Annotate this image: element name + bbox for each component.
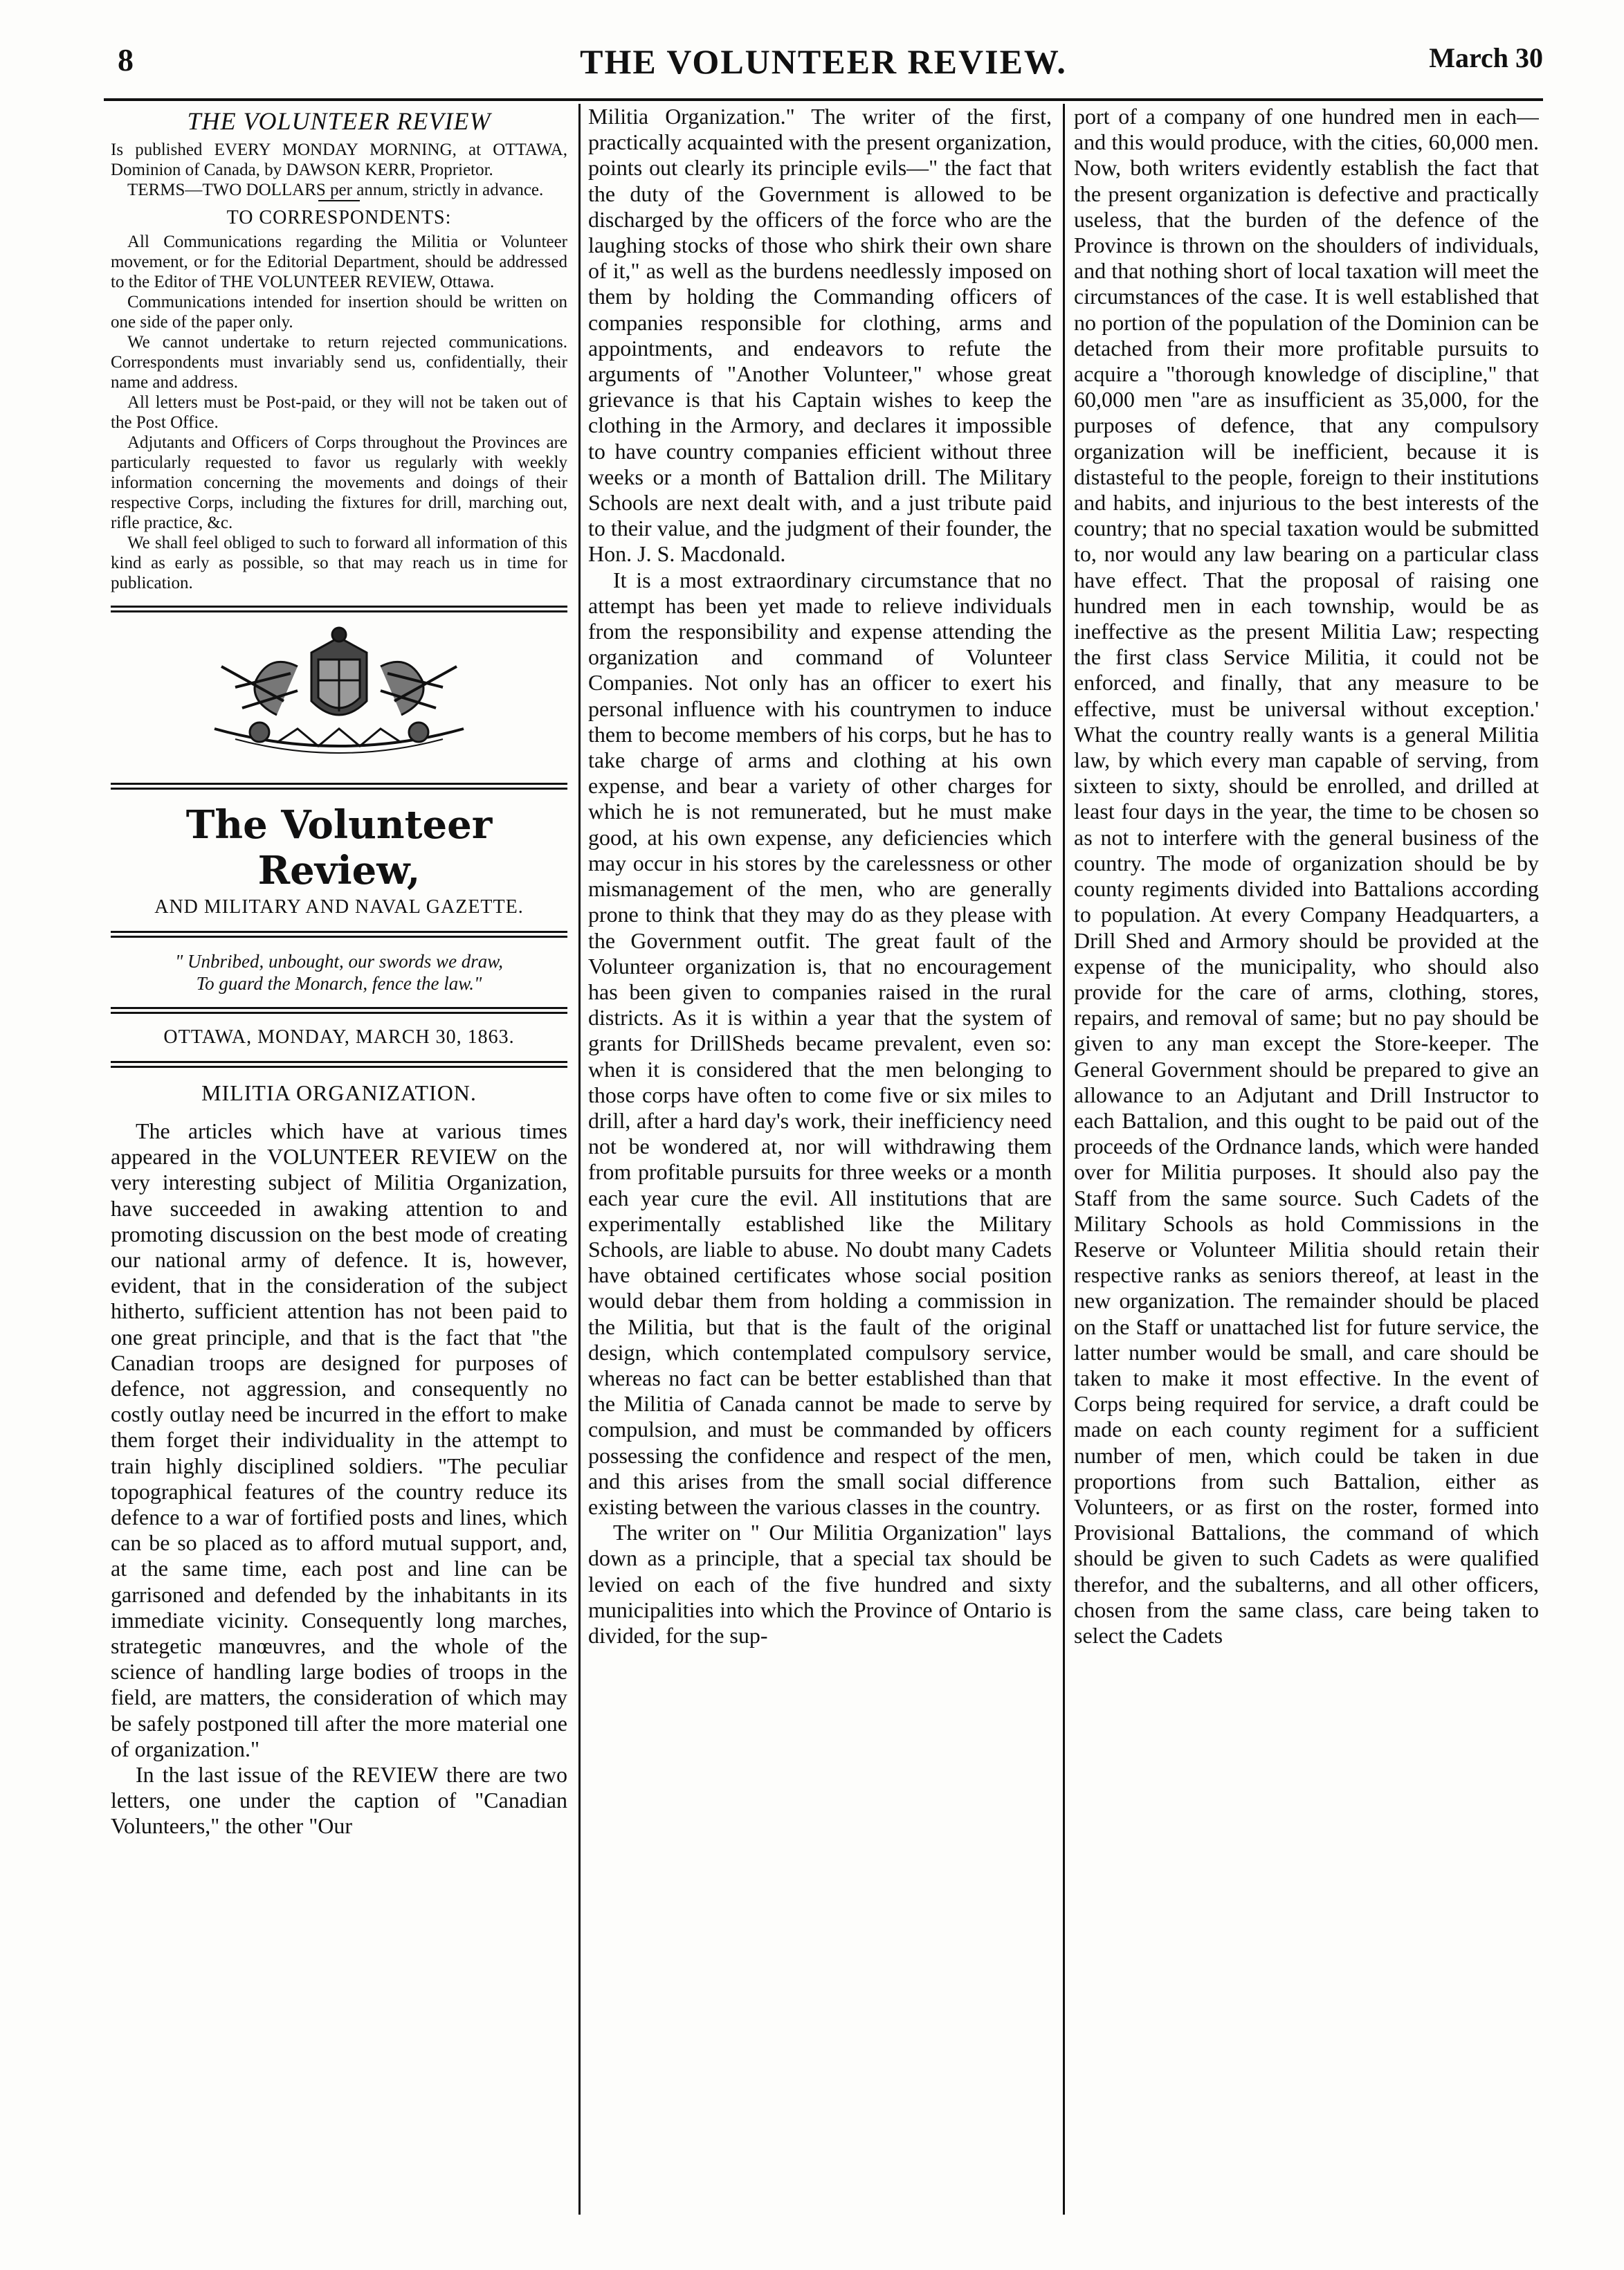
- column-rule-1: [578, 104, 581, 2215]
- dateline: OTTAWA, MONDAY, MARCH 30, 1863.: [163, 1026, 515, 1048]
- notice-separator: [318, 200, 360, 201]
- notice-item: We cannot undertake to return rejected communications. Correspondents must invariably send us, confidentially, their name and address.: [111, 333, 567, 392]
- article-paragraph: In the last issue of the REVIEW there are two letters, one under the caption of "Canadian Volunteers," the other "Our: [111, 1762, 567, 1839]
- masthead-title: The Volunteer Review,: [185, 802, 493, 893]
- article-paragraph: port of a company of one hundred men in each—and this would produce, with the cities, 60,000 men. Now, both writers evidently establish the fact that the present organization is defective and practically useless, that the burden of the defence of the Province is thrown on the shoulders of individuals, and that nothing short of local taxation will meet the circumstances of the case. It is well established that no portion of the population of the Dominion can be detached from their more profitable pursuits to acquire a "thorough knowledge of discipline," that 60,000 men "are as insufficient as 35,000, for the purposes of defence, that any compulsory organization will be inefficient, because it is distasteful to the people, foreign to their institutions and habits, and injurious to the best interests of the country; that no special taxation would be submitted to, nor would any law bearing on a particular class have effect. That the proposal of raising one hundred men in each township, would be as ineffective as the present Militia Law; respecting the first class Service Militia, it could not be enforced, and finally, that any measure to be effective, must be universal without exception.' What the country really wants is a general Militia law, by which every man capable of serving, from sixteen to sixty, should be enrolled, and drilled at least four days in the year, the time to be chosen so as not to interfere with the general business of the country. The mode of organization should be by county regiments divided into Battalions according to population. At every Company Headquarters, a Drill Shed and Armory should be provided at the expense of the municipality, who should also provide for the care of arms, clothing, stores, repairs, and removal of same; but no pay should be given to any man except the Store-keeper. The General Government should be prepared to give an allowance to an Adjutant and Drill Instructor to each Battalion, and this ought to be paid out of the proceeds of the Ordnance lands, which were handed over for Militia purposes. It should also pay the Staff from the same source. Such Cadets of the Military Schools as hold Commissions in the Reserve or Volunteer Militia should retain their respective ranks as seniors thereof, at least in the new organization. The remainder should be placed on the Staff or unattached list for future service, the latter number would be small, and care should be taken to make it most effective. In the event of Corps being required for service, a draft could be made on each county regiment for a sufficient number of men, which could be taken in due proportions from such Battalion, either as Volunteers, or as first on the roster, formed into Provisional Battalions, the command of which should be given to such Cadets as were qualified therefor, and the subalterns, and all other officers, chosen from the same class, care being taken to select the Cadets: [1074, 104, 1539, 1648]
- motto-line: To guard the Monarch, fence the law.": [196, 973, 482, 994]
- article-paragraph: It is a most extraordinary circumstance that no attempt has been yet made to relieve individuals from the responsibility and expense attending the organization and command of Volunteer Companies. Not only has an officer to exert his personal influence with his countrymen to induce them to become members of his corps, but he has to take charge of arms and clothing at his own expense, and bear a variety of other charges for which he is not remunerated, but he must make good, at his own expense, any deficiencies which may occur in his stores by the carelessness or other mismanagement of the men, who are generally prone to think that they may do as they please with the Government outfit. The great fault of the Volunteer organization is, that no encouragement has been given to companies raised in the rural districts. As it is within a year that the system of grants for DrillSheds became prevalent, even so: when it is considered that the men belonging to those corps have often to come five or six miles to drill, after a hard day's work, their inefficiency need not be wondered at, nor will withdrawing them from profitable pursuits for three weeks or a month each year cure the evil. All institutions that are experimentally established like the Military Schools, are liable to abuse. No doubt many Cadets have obtained certificates whose social position would debar them from holding a commission in the Militia, but that is the fault of the original design, which contemplated compulsory service, whereas no fact can be better established than that the Militia of Canada cannot be made to serve by compulsion, and must be commanded by officers possessing the confidence and respect of the men, and this arises from the small social difference existing between the various classes in the country.: [588, 567, 1052, 1519]
- column-2: [588, 104, 1052, 2215]
- double-rule: [111, 606, 567, 612]
- article-paragraph: Militia Organization." The writer of the first, practically acquainted with the present organization, points out clearly its principle evils—" the fact that the duty of the Government is allowed to be discharged by the officers of the force who are the laughing stocks of those who shirk their own share of it," as well as the burdens needlessly imposed on them by holding the Commanding officers of companies responsible for clothing, arms and appointments, and endeavors to refute the arguments of "Another Volunteer," whose great grievance is that his Captain wishes to keep the clothing in the Armory, and declares it impossible to have country companies efficient without three weeks or a month of Battalion drill. The Military Schools are next dealt with, and a just tribute paid to their value, and the judgment of their founder, the Hon. J. S. Macdonald.: [588, 104, 1052, 567]
- notice-item: All Communications regarding the Militia or Volunteer movement, or for the Editorial Department, should be addressed to the Editor of THE VOLUNTEER REVIEW, Ottawa.: [111, 233, 567, 291]
- notice-terms: TERMS—TWO DOLLARS per annum, strictly in advance.: [127, 181, 544, 199]
- motto-line: " Unbribed, unbought, our swords we draw,: [174, 951, 504, 972]
- column-3: [1074, 104, 1539, 2215]
- page-header: [104, 42, 1543, 97]
- article-paragraph: The writer on " Our Militia Organization" lays down as a principle, that a special tax should be levied on each of the five hundred and sixty municipalities into which the Province of Ontario is divided, for the sup-: [588, 1520, 1052, 1648]
- column-1: [111, 104, 567, 2215]
- notice-item: We shall feel obliged to such to forward all information of this kind as early as possible, so that may reach us in time for publication.: [111, 534, 567, 592]
- article-paragraph: The articles which have at various times appeared in the VOLUNTEER REVIEW on the very interesting subject of Militia Organization, have succeeded in awaking attention to and promoting discussion on the best mode of creating our national army of defence. It is, however, evident, that in the consideration of the subject hitherto, sufficient attention has not been paid to one great principle, and that is the fact that "the Canadian troops are designed for purposes of defence, not aggression, and consequently no costly outlay need be incurred in the effort to make them forget their individuality in the attempt to train highly disciplined soldiers. "The peculiar topographical features of the country reduce its defence to a war of fortified posts and lines, which can be so placed as to afford mutual support, and, at the same time, each post and line can be garrisoned and defended by the inhabitants in its immediate vicinity. Consequently long marches, strategetic manœuvres, and the whole of the science of handling large bodies of troops in the field, are matters, the consideration of which may be safely postponed till after the more material one of organization.": [111, 1118, 567, 1761]
- notice-publication: Is published EVERY MONDAY MORNING, at OTTAWA, Dominion of Canada, by DAWSON KERR, Proprietor.: [111, 140, 567, 179]
- notice-title: THE VOLUNTEER REVIEW: [187, 107, 491, 135]
- notice-item: Adjutants and Officers of Corps throughout the Provinces are particularly requested to favor us regularly with weekly information concerning the movements and doings of their respective Corps, including the fixtures for drill, marching out, rifle practice, &c.: [111, 433, 567, 532]
- double-rule: [111, 931, 567, 938]
- notice-item: All letters must be Post-paid, or they will not be taken out of the Post Office.: [111, 393, 567, 432]
- header-rule: [104, 98, 1543, 101]
- page-number: 8: [118, 42, 134, 78]
- double-rule: [111, 783, 567, 790]
- column-rule-2: [1063, 104, 1065, 2215]
- notice-item: Communications intended for insertion should be written on one side of the paper only.: [111, 293, 567, 332]
- double-rule: [111, 1007, 567, 1014]
- article-title: MILITIA ORGANIZATION.: [201, 1080, 477, 1105]
- running-title: THE VOLUNTEER REVIEW.: [580, 42, 1067, 81]
- correspondents-heading: TO CORRESPONDENTS:: [226, 207, 452, 228]
- double-rule: [111, 1061, 567, 1068]
- masthead-subtitle: AND MILITARY AND NAVAL GAZETTE.: [154, 896, 524, 918]
- royal-crest-emblem: [194, 625, 484, 770]
- header-date: March 30: [1429, 42, 1543, 73]
- motto: [111, 950, 567, 995]
